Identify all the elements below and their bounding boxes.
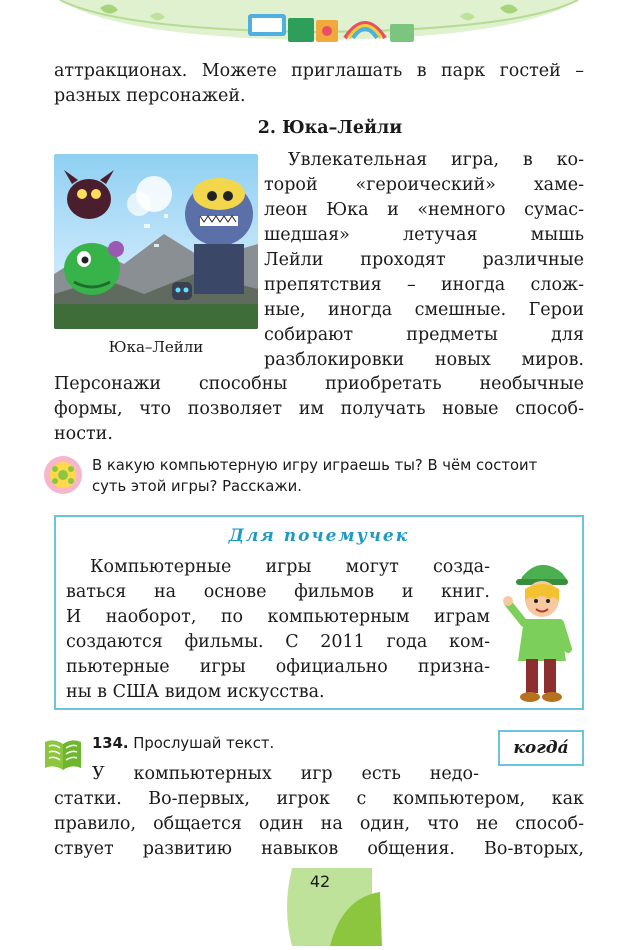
section-title: 2. Юка–Лейли (257, 118, 403, 138)
text-line: суть этой игры? Расскажи. (92, 478, 302, 495)
text-line: ности. (54, 424, 113, 444)
exercise-instruction: Прослушай текст. (133, 735, 275, 752)
text-line: шедшая» летучая мышь (264, 225, 584, 245)
text-line: разблокировки новых миров. (264, 350, 584, 370)
text-line: разных персонажей. (54, 86, 246, 106)
text-line: ваться на основе фильмов и книг. (66, 582, 490, 602)
text-line: Компьютерные игры могут созда- (90, 557, 490, 577)
text-line: создаются фильмы. С 2011 года ком- (66, 632, 490, 652)
question-icon (42, 454, 84, 496)
text-line: аттракционах. Можете приглашать в парк гостей – (54, 61, 584, 81)
text-line: правило, общается один на один, что не способ- (54, 814, 584, 834)
text-line: ные, иногда смешные. Герои (264, 300, 584, 320)
text-line: пьютерные игры официально призна- (66, 657, 490, 677)
top-paragraph (54, 59, 584, 109)
text-line: И наоборот, по компьютерным играм (66, 607, 490, 627)
text-line: В какую компьютерную игру играешь ты? В чём состоит (92, 457, 538, 474)
text-line: леон Юка и «немного сумас- (264, 200, 584, 220)
header-decoration (0, 0, 638, 52)
exercise-text (54, 762, 584, 862)
page-number: 42 (309, 872, 331, 891)
text-line: препятствия – иногда слож- (264, 275, 584, 295)
image-caption: Юка–Лейли (108, 338, 204, 356)
text-line: формы, что позволяет им получать новые способ- (54, 399, 584, 419)
question-text (92, 455, 592, 497)
info-box-title: Для почемучек (228, 526, 410, 546)
boy-illustration (500, 555, 580, 705)
text-line: торой «героический» хаме- (264, 175, 584, 195)
text-line: ны в США видом искусства. (66, 682, 325, 702)
text-line: Увлекательная игра, в ко- (288, 150, 584, 170)
text-line: У компьютерных игр есть недо- (92, 764, 479, 784)
vocab-word-box: когда́ (498, 730, 584, 766)
text-line: собирают предметы для (264, 325, 584, 345)
text-line: ствует развитию навыков общения. Во-вторых, (54, 839, 584, 859)
exercise-header (92, 735, 274, 752)
text-line: статки. Во-первых, игрок с компьютером, как (54, 789, 584, 809)
text-line: Лейли проходят различные (264, 250, 584, 270)
info-box-text (66, 555, 490, 705)
section-text-column (264, 148, 584, 373)
exercise-number: 134. (92, 735, 129, 752)
text-line: Персонажи способны приобретать необычные (54, 374, 584, 394)
game-image (54, 154, 258, 329)
section-text-full (54, 372, 584, 447)
